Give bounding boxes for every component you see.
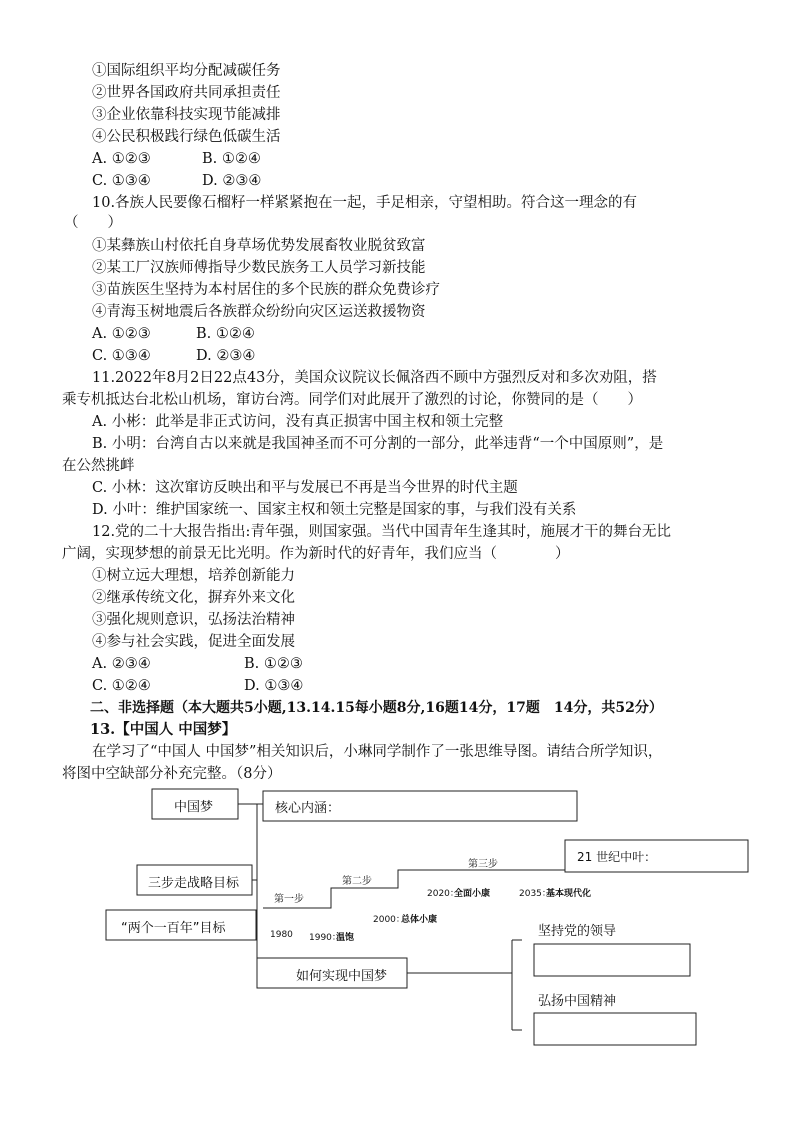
core-label: 核心内涵： — [275, 801, 341, 816]
q13-title: 13.【中国人 中国梦】 — [90, 721, 237, 738]
q9-option-b: B. ①②④ — [202, 151, 261, 167]
year-2035: 2035： — [519, 889, 551, 899]
q10-option-d: D. ②③④ — [196, 348, 256, 364]
q9-option-a: A. ①②③ — [92, 151, 151, 167]
q12-option-a: A. ②③④ — [92, 656, 151, 672]
q11-stem-2: 乘专机抵达台北松山机场，窜访台湾。同学们对此展开了激烈的讨论，你赞同的是（ ） — [62, 392, 642, 408]
q11-stem-1: 11.2022年8月2日22点43分，美国众议院议长佩洛西不顾中方强烈反对和多次劝阻，搭 — [92, 370, 657, 386]
mid-century-label: 21 世纪中叶： — [577, 850, 657, 864]
q10-item-2: ②某工厂汉族师傅指导少数民族务工人员学习新技能 — [92, 260, 426, 276]
q10-item-3: ③苗族医生坚持为本村居住的多个民族的群众免费诊疗 — [92, 282, 440, 298]
year-2035-label: 基本现代化 — [546, 889, 592, 899]
step-two-label: 第二步 — [342, 876, 372, 887]
q12-option-b: B. ①②③ — [244, 656, 303, 672]
q13-desc-1: 在学习了“中国人 中国梦”相关知识后，小琳同学制作了一张思维导图。请结合所学知识， — [92, 744, 663, 760]
q12-item-3: ③强化规则意识，弘扬法治精神 — [92, 612, 295, 628]
q9-item-1: ①国际组织平均分配减碳任务 — [92, 63, 281, 79]
year-2020-label: 全面小康 — [454, 889, 491, 899]
spirit-answer-box — [534, 1013, 696, 1045]
q9-item-3: ③企业依靠科技实现节能减排 — [92, 107, 281, 123]
q11-option-a: A. 小彬：此举是非正式访问，没有真正损害中国主权和领土完整 — [92, 414, 504, 430]
q9-option-d: D. ②③④ — [202, 173, 262, 189]
q9-option-c: C. ①③④ — [92, 173, 151, 189]
year-1990: 1990： — [309, 933, 341, 943]
q11-option-c: C. 小林：这次窜访反映出和平与发展已不再是当今世界的时代主题 — [92, 480, 518, 496]
q9-item-4: ④公民积极践行绿色低碳生活 — [92, 129, 281, 145]
q12-item-4: ④参与社会实践，促进全面发展 — [92, 634, 295, 650]
spirit-label: 弘扬中国精神 — [538, 994, 617, 1009]
two-centuries-label: “两个一百年”目标 — [121, 921, 226, 936]
year-2000: 2000： — [373, 915, 405, 925]
q11-option-d: D. 小叶：维护国家统一、国家主权和领土完整是国家的事，与我们没有关系 — [92, 502, 577, 518]
three-steps-label: 三步走战略目标 — [148, 876, 240, 891]
year-1990-label: 温饱 — [336, 933, 355, 943]
q12-item-2: ②继承传统文化，摒弃外来文化 — [92, 590, 295, 606]
root-label: 中国梦 — [174, 800, 214, 815]
q10-item-1: ①某彝族山村依托自身草场优势发展畜牧业脱贫致富 — [92, 238, 426, 254]
q10-option-c: C. ①③④ — [92, 348, 151, 364]
q10-option-b: B. ①②④ — [196, 326, 255, 342]
q12-stem-2: 广阔，实现梦想的前景无比光明。作为新时代的好青年，我们应当（ ） — [62, 546, 570, 562]
q12-item-1: ①树立远大理想，培养创新能力 — [92, 568, 295, 584]
q9-item-2: ②世界各国政府共同承担责任 — [92, 85, 281, 101]
q13-desc-2: 将图中空缺部分补充完整。（8分） — [62, 766, 282, 782]
q10-option-a: A. ①②③ — [92, 326, 151, 342]
q11-option-b-line1: B. 小明：台湾自古以来就是我国神圣而不可分割的一部分，此举违背“一个中国原则”，是 — [92, 436, 664, 452]
q12-option-c: C. ①②④ — [92, 678, 151, 694]
q10-item-4: ④青海玉树地震后各族群众纷纷向灾区运送救援物资 — [92, 304, 426, 320]
year-1980: 1980 — [270, 930, 293, 940]
q10-stem: 10.各族人民要像石榴籽一样紧紧抱在一起，手足相亲，守望相助。符合这一理念的有 — [92, 195, 638, 211]
year-2020: 2020： — [427, 889, 459, 899]
q11-option-b-line2: 在公然挑衅 — [62, 458, 135, 474]
section-two-heading: 二、非选择题（本大题共5小题,13.14.15每小题8分,16题14分，17题 14分，共52分） — [90, 700, 663, 716]
step-three-label: 第三步 — [468, 859, 498, 870]
leader-label: 坚持党的领导 — [538, 924, 617, 939]
q12-stem-1: 12.党的二十大报告指出:青年强，则国家强。当代中国青年生逢其时，施展才干的舞台无比 — [92, 524, 671, 540]
leader-answer-box — [534, 944, 690, 976]
how-label: 如何实现中国梦 — [296, 969, 388, 984]
year-2000-label: 总体小康 — [401, 915, 438, 925]
q10-paren: （ ） — [64, 215, 122, 231]
q12-option-d: D. ①③④ — [244, 678, 304, 694]
step-one-label: 第一步 — [274, 894, 304, 905]
